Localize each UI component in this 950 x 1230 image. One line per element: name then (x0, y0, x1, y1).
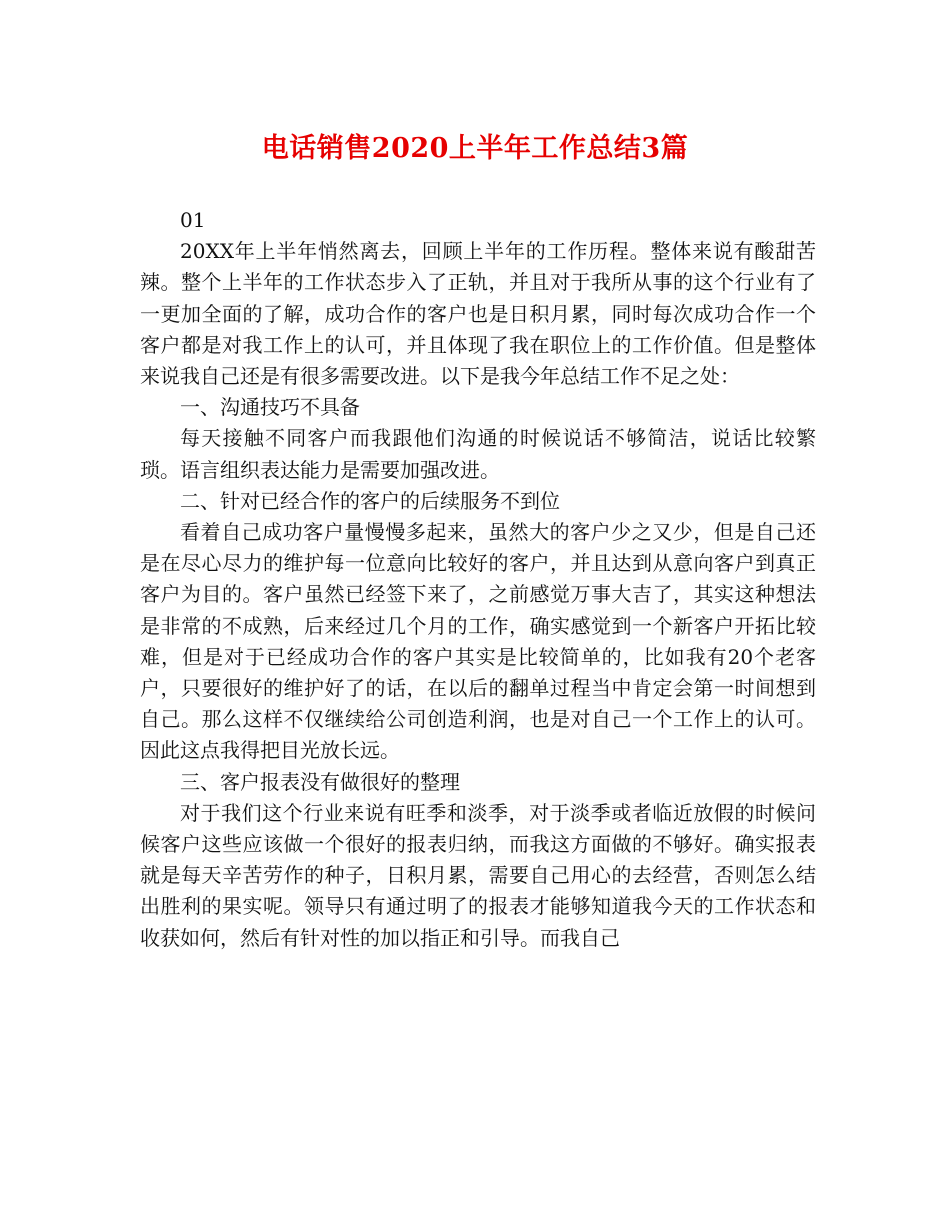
section-paragraph-1: 每天接触不同客户而我跟他们沟通的时候说话不够简洁，说话比较繁琐。语言组织表达能力是需要加强改进。 (140, 426, 816, 482)
intro-paragraph: 20XX年上半年悄然离去，回顾上半年的工作历程。整体来说有酸甜苦辣。整个上半年的工作状态步入了正轨，并且对于我所从事的这个行业有了一更加全面的了解，成功合作的客户也是日积月累，同时每次成功合作一个客户都是对我工作上的认可，并且体现了我在职位上的工作价值。但是整体来说我自己还是有很多需要改进。以下是我今年总结工作不足之处： (140, 239, 816, 389)
section-heading-1: 一、沟通技巧不具备 (180, 395, 360, 420)
section-paragraph-2: 看着自己成功客户量慢慢多起来，虽然大的客户少之又少，但是自己还是在尽心尽力的维护每一位意向比较好的客户，并且达到从意向客户到真正客户为目的。客户虽然已经签下来了，之前感觉万事大吉了，其实这种想法是非常的不成熟，后来经过几个月的工作，确实感觉到一个新客户开拓比较难，但是对于已经成功合作的客户其实是比较简单的，比如我有20个老客户，只要很好的维护好了的话，在以后的翻单过程当中肯定会第一时间想到自己。那么这样不仅继续给公司创造利润，也是对自己一个工作上的认可。因此这点我得把目光放长远。 (140, 520, 816, 763)
section-heading-2: 二、针对已经合作的客户的后续服务不到位 (180, 488, 560, 513)
document-title: 电话销售2020上半年工作总结3篇 (261, 133, 689, 164)
section-number: 01 (180, 208, 206, 232)
section-heading-3: 三、客户报表没有做很好的整理 (180, 769, 460, 794)
section-paragraph-3: 对于我们这个行业来说有旺季和淡季，对于淡季或者临近放假的时候问候客户这些应该做一个很好的报表归纳，而我这方面做的不够好。确实报表就是每天辛苦劳作的种子，日积月累，需要自己用心的去经营，否则怎么结出胜利的果实呢。领导只有通过明了的报表才能够知道我今天的工作状态和收获如何，然后有针对性的加以指正和引导。而我自己 (140, 800, 816, 950)
document-body (140, 205, 816, 954)
